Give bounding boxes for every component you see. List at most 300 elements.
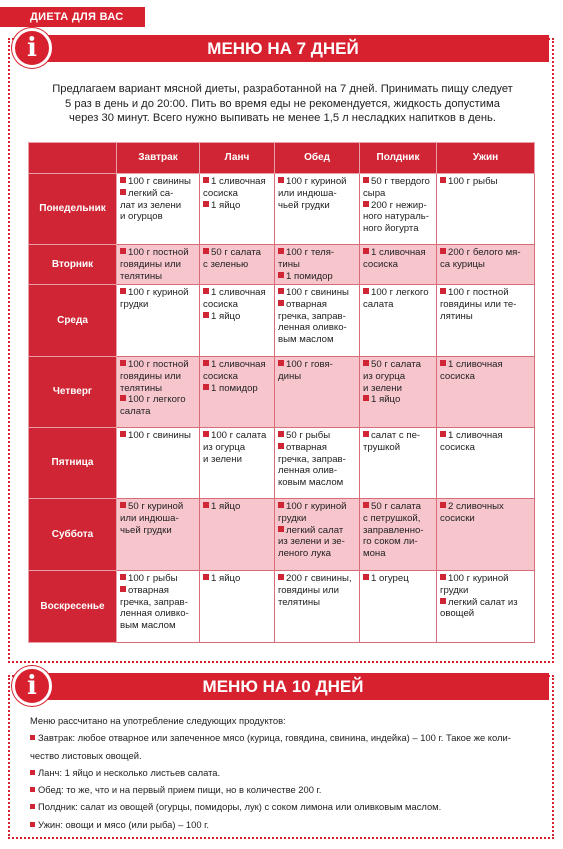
square-bullet-icon [120,360,126,366]
meal-line [363,383,434,395]
meal-text: 200 г нежир- [371,199,427,211]
intro-text [30,82,535,126]
menu-10-item [30,764,545,781]
meal-line [363,371,434,383]
meal-line [120,608,197,620]
meal-text: говядины или [120,370,181,382]
meal-line [440,247,532,259]
square-bullet-icon [120,177,126,183]
meal-line [278,536,357,548]
meal-text: трушкой [363,441,401,453]
meal-line [120,597,197,609]
meal-line [278,501,357,513]
table-header-row [29,143,535,174]
meal-line [278,477,357,489]
meal-text: 100 г куриной [286,176,347,187]
square-bullet-icon [120,431,126,437]
meal-line [203,176,272,188]
meal-line [203,311,272,323]
meal-text: гречка, заправ- [278,310,346,322]
meal-cell [117,571,200,643]
meal-line [278,359,357,371]
meal-line [278,597,357,609]
square-bullet-icon [120,574,126,580]
meal-cell [360,499,437,571]
meal-text: салата [120,406,151,418]
table-row [29,285,535,357]
menu-10-item-text: Завтрак: любое отварное или запеченное мясо (курица, говядина, свинина, индейка) – 100 г. Такое же коли- [38,732,511,744]
meal-line [120,200,197,212]
meal-line [120,573,197,585]
meal-cell [360,245,437,285]
meal-line [203,454,272,466]
column-header: Завтрак [117,143,200,174]
meal-line [120,585,197,597]
meal-line [120,211,197,223]
meal-line [120,259,197,271]
meal-text: 1 огурец [371,573,409,584]
meal-line [440,501,532,513]
meal-text: 1 сливочная [211,287,266,298]
meal-text: 1 яйцо [211,573,241,584]
square-bullet-icon [30,822,35,827]
meal-text: 1 сливочная [371,247,426,258]
square-bullet-icon [363,201,369,207]
meal-text: 100 г легкого [371,287,429,298]
meal-text: мона [363,548,386,560]
meal-line [120,188,197,200]
meal-cell [117,428,200,499]
meal-line [363,247,434,259]
meal-cell [437,571,535,643]
meal-line [120,359,197,371]
menu-10-item-text: чество листовых овощей. [30,749,142,761]
menu-10-item-text: Ужин: овощи и мясо (или рыба) – 100 г. [38,818,210,830]
meal-text: 100 г легкого [128,394,186,406]
meal-text: вым маслом [120,620,176,632]
square-bullet-icon [120,248,126,254]
meal-cell [275,499,360,571]
meal-text: 1 помидор [286,270,333,282]
meal-text: грудки [440,584,469,596]
meal-line [278,334,357,346]
meal-text: 100 г куриной [448,573,509,584]
square-bullet-icon [363,574,369,580]
meal-text: лат из зелени [120,199,182,211]
meal-cell [437,357,535,428]
meal-text: грудки [120,298,149,310]
meal-line [278,548,357,560]
meal-cell [117,357,200,428]
day-label: Четверг [29,357,117,428]
column-header: Ужин [437,143,535,174]
meal-line [278,299,357,311]
meal-cell [437,174,535,245]
meal-text: 200 г белого мя- [448,247,521,258]
meal-cell [200,174,275,245]
meal-line [203,371,272,383]
meal-line [120,525,197,537]
square-bullet-icon [363,360,369,366]
table-corner [29,143,117,174]
meal-text: сосиска [203,298,238,310]
meal-text: телятины [120,382,163,394]
meal-line [278,454,357,466]
menu-10-item-text: Обед: то же, что и на первый прием пищи, но в количестве 200 г. [38,784,322,796]
meal-line [278,311,357,323]
meal-line [278,322,357,334]
square-bullet-icon [120,586,126,592]
meal-text: сыра [363,187,386,199]
menu-10-item [30,781,545,798]
square-bullet-icon [440,574,446,580]
meal-line [363,525,434,537]
meal-cell [200,285,275,357]
meal-line [363,359,434,371]
menu-7-title: МЕНЮ НА 7 ДНЕЙ [17,35,549,62]
meal-text: 2 сливочных [448,501,504,512]
meal-cell [275,357,360,428]
meal-text: гречка, заправ- [120,596,188,608]
day-label: Вторник [29,245,117,285]
meal-cell [360,285,437,357]
meal-line [278,442,357,454]
meal-text: или индюша- [120,512,179,524]
menu-10-item-text: Ланч: 1 яйцо и несколько листьев салата. [38,766,221,778]
meal-text: 50 г рыбы [286,430,331,441]
meal-line [203,287,272,299]
meal-line [278,287,357,299]
meal-text: 100 г говя- [286,359,333,370]
intro-line: через 30 минут. Всего нужно выпивать не менее 1,5 л несладких напитков в день. [69,112,496,124]
meal-text: 1 яйцо [211,501,241,512]
meal-text: заправленно- [363,524,424,536]
square-bullet-icon [278,360,284,366]
column-header: Ланч [200,143,275,174]
meal-line [120,299,197,311]
meal-text: говядины или [120,258,181,270]
meal-line [440,371,532,383]
meal-text: 100 г постной [128,247,189,258]
meal-line [278,271,357,283]
square-bullet-icon [120,395,126,401]
menu-10-item [30,729,545,746]
square-bullet-icon [278,574,284,580]
menu-table [28,142,535,643]
meal-text: с зеленью [203,258,249,270]
meal-text: гречка, заправ- [278,453,346,465]
meal-line [120,287,197,299]
menu-10-title: МЕНЮ НА 10 ДНЕЙ [17,673,549,700]
meal-line [278,247,357,259]
meal-line [203,430,272,442]
meal-cell [275,174,360,245]
meal-line [278,200,357,212]
meal-text: сосиски [440,512,475,524]
square-bullet-icon [30,770,35,775]
meal-line [278,465,357,477]
meal-text: 100 г свинины [128,430,191,441]
meal-line [278,371,357,383]
meal-line [363,188,434,200]
square-bullet-icon [203,574,209,580]
meal-line [278,513,357,525]
square-bullet-icon [203,384,209,390]
meal-line [203,259,272,271]
meal-text: и зелени [363,382,402,394]
meal-line [363,176,434,188]
meal-line [363,394,434,406]
meal-line [120,394,197,406]
meal-text: легкий са- [128,187,174,199]
square-bullet-icon [440,598,446,604]
section-tag: ДИЕТА ДЛЯ ВАС [0,7,145,27]
meal-cell [117,245,200,285]
meal-text: ного натураль- [363,211,429,223]
meal-text: салата [363,298,394,310]
meal-line [120,513,197,525]
table-row [29,357,535,428]
square-bullet-icon [120,189,126,195]
info-icon: i [12,28,52,68]
meal-line [440,311,532,323]
meal-line [363,287,434,299]
meal-text: сосиска [440,370,475,382]
meal-line [363,430,434,442]
meal-line [120,247,197,259]
meal-line [203,299,272,311]
meal-line [363,259,434,271]
meal-text: 100 г салата [211,430,267,441]
meal-cell [437,428,535,499]
square-bullet-icon [363,395,369,401]
meal-text: говядины или те- [440,298,517,310]
meal-line [278,259,357,271]
square-bullet-icon [440,177,446,183]
meal-text: отварная [128,584,170,596]
meal-text: 1 яйцо [211,199,241,211]
square-bullet-icon [203,312,209,318]
meal-line [363,442,434,454]
meal-line [278,430,357,442]
square-bullet-icon [203,502,209,508]
table-row [29,428,535,499]
meal-line [440,259,532,271]
meal-line [203,188,272,200]
menu-10-item [30,747,545,764]
meal-cell [200,571,275,643]
square-bullet-icon [278,431,284,437]
meal-text: 1 сливочная [448,359,503,370]
meal-text: легкий салат [286,524,344,536]
intro-line: 5 раз в день и до 20:00. Пить во время еды не рекомендуется, жидкость допустима [65,97,500,110]
meal-cell [200,245,275,285]
meal-text: отварная [286,298,328,310]
meal-line [363,223,434,235]
meal-text: грудки [278,512,307,524]
meal-text: 100 г свинины [286,287,349,298]
meal-line [120,501,197,513]
meal-text: овощей [440,608,475,620]
meal-cell [200,428,275,499]
meal-line [363,200,434,212]
meal-text: дины [278,370,302,382]
square-bullet-icon [440,431,446,437]
square-bullet-icon [363,431,369,437]
meal-text: 1 сливочная [211,359,266,370]
meal-cell [275,285,360,357]
meal-line [203,501,272,513]
meal-text: 200 г свинины, [286,573,352,584]
meal-text: 1 помидор [211,382,258,394]
meal-text: 1 яйцо [211,310,241,322]
meal-line [440,287,532,299]
column-header: Полдник [360,143,437,174]
table-row [29,245,535,285]
meal-line [278,176,357,188]
square-bullet-icon [440,288,446,294]
meal-line [363,299,434,311]
square-bullet-icon [203,177,209,183]
menu-10-item-text: Полдник: салат из овощей (огурцы, помидоры, лук) с соком лимона или оливковым маслом. [38,801,442,813]
meal-line [120,406,197,418]
meal-cell [200,499,275,571]
meal-text: 100 г свинины [128,176,191,187]
meal-text: телятины [278,596,321,608]
meal-cell [360,357,437,428]
meal-text: 1 сливочная [448,430,503,441]
square-bullet-icon [278,300,284,306]
meal-line [278,188,357,200]
meal-text: с петрушкой, [363,512,421,524]
meal-text: ного йогурта [363,223,419,235]
square-bullet-icon [120,288,126,294]
meal-text: 100 г постной [448,287,509,298]
meal-line [440,573,532,585]
meal-text: вым маслом [278,334,334,346]
meal-text: сосиска [203,370,238,382]
menu-10-item [30,816,545,833]
meal-cell [437,499,535,571]
meal-text: говядины или [278,584,339,596]
meal-cell [275,428,360,499]
table-row [29,499,535,571]
meal-text: 100 г постной [128,359,189,370]
meal-line [120,371,197,383]
square-bullet-icon [120,502,126,508]
square-bullet-icon [440,248,446,254]
meal-line [363,501,434,513]
meal-text: сосиска [363,258,398,270]
meal-text: и зелени [203,453,242,465]
meal-cell [117,499,200,571]
intro-line: Предлагаем вариант мясной диеты, разработанной на 7 дней. Принимать пищу следует [52,83,513,95]
meal-line [440,597,532,609]
meal-text: тины [278,258,300,270]
meal-cell [360,571,437,643]
meal-line [440,608,532,620]
square-bullet-icon [203,288,209,294]
meal-text: сосиска [203,187,238,199]
square-bullet-icon [278,177,284,183]
menu-10-item [30,798,545,815]
square-bullet-icon [363,288,369,294]
square-bullet-icon [278,272,284,278]
square-bullet-icon [278,443,284,449]
meal-line [363,211,434,223]
meal-line [440,513,532,525]
meal-line [203,200,272,212]
meal-text: ленная оливко- [120,608,189,620]
meal-text: легкий салат из [448,596,518,608]
meal-text: ленная олив- [278,465,338,477]
meal-line [203,442,272,454]
meal-text: 50 г салата [371,359,421,370]
meal-cell [360,174,437,245]
meal-line [440,299,532,311]
meal-text: 100 г куриной [286,501,347,512]
menu-10-text [30,712,545,833]
meal-text: отварная [286,441,328,453]
meal-text: леного лука [278,548,331,560]
meal-line [203,247,272,259]
square-bullet-icon [278,502,284,508]
meal-line [120,271,197,283]
square-bullet-icon [203,360,209,366]
square-bullet-icon [30,787,35,792]
square-bullet-icon [203,248,209,254]
square-bullet-icon [278,248,284,254]
meal-line [278,585,357,597]
meal-text: 100 г рыбы [128,573,178,584]
meal-text: салат с пе- [371,430,421,441]
meal-text: ленная оливко- [278,322,347,334]
meal-text: са курицы [440,258,485,270]
meal-line [278,525,357,537]
menu-10-intro: Меню рассчитано на употребление следующих продуктов: [30,715,286,726]
meal-line [120,430,197,442]
meal-text: 50 г салата [211,247,261,258]
meal-cell [117,174,200,245]
square-bullet-icon [363,502,369,508]
day-label: Понедельник [29,174,117,245]
meal-text: 100 г куриной [128,287,189,298]
meal-line [120,620,197,632]
meal-line [203,573,272,585]
meal-cell [275,245,360,285]
meal-line [203,359,272,371]
meal-line [363,573,434,585]
meal-text: и огурцов [120,211,163,223]
column-header: Обед [275,143,360,174]
square-bullet-icon [203,431,209,437]
day-label: Среда [29,285,117,357]
table-row [29,174,535,245]
square-bullet-icon [278,288,284,294]
meal-line [203,383,272,395]
meal-text: 100 г теля- [286,247,335,258]
square-bullet-icon [30,804,35,809]
meal-cell [275,571,360,643]
meal-line [278,573,357,585]
meal-line [440,430,532,442]
meal-text: го соком ли- [363,536,418,548]
meal-text: чьей грудки [120,524,172,536]
square-bullet-icon [278,526,284,532]
square-bullet-icon [363,248,369,254]
square-bullet-icon [30,735,35,740]
meal-text: сосиска [440,441,475,453]
